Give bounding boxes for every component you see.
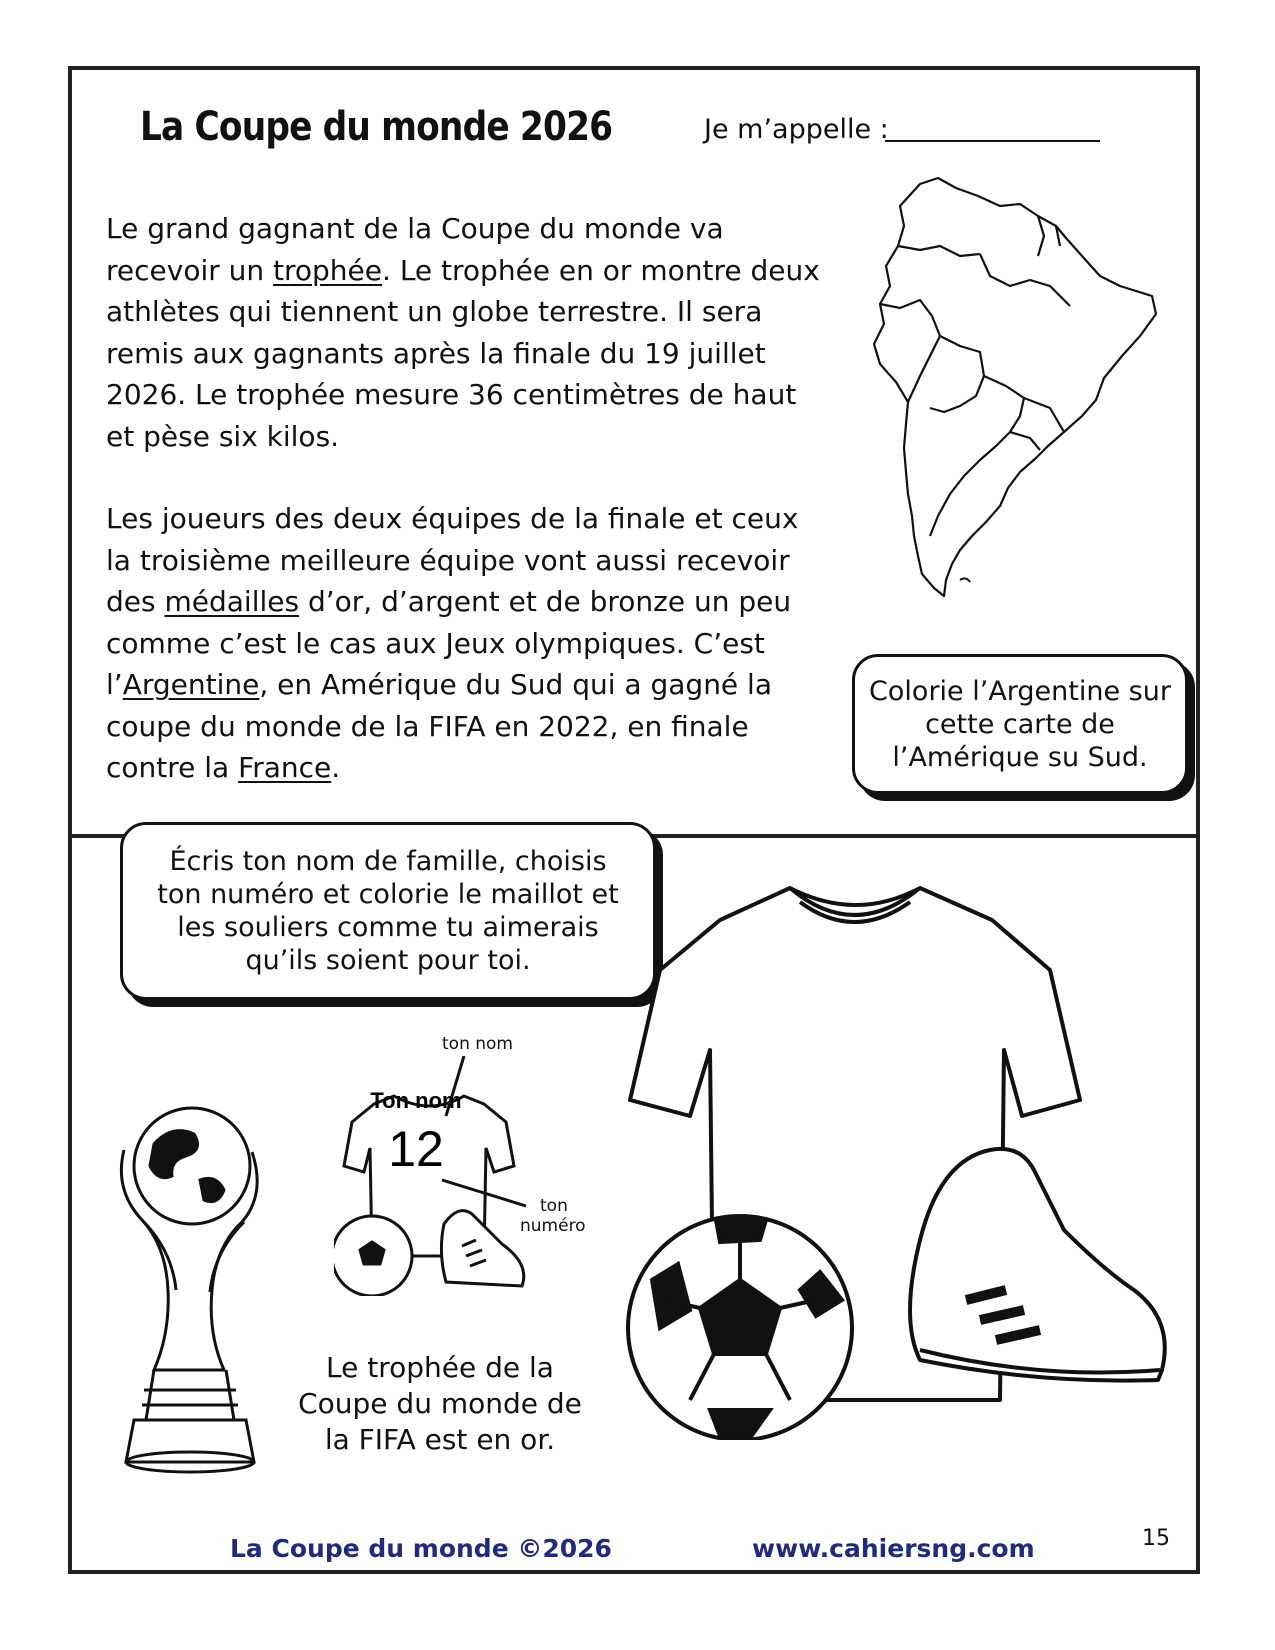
name-label: Je m’appelle :	[704, 114, 889, 145]
trophy-caption: Le trophée de la Coupe du monde de la FIFA est en or.	[298, 1351, 582, 1456]
jersey-instruction-bubble	[120, 822, 656, 1000]
map-instruction-bubble	[852, 654, 1188, 794]
link-argentine: Argentine	[122, 668, 260, 701]
label-ton: ton	[540, 1196, 568, 1216]
south-america-map[interactable]	[860, 176, 1180, 616]
paragraph-medals: Les joueurs des deux équipes de la finale et ceux la troisième meilleure équipe vont aussi recevoir des médailles d’or, d’argent et de bronze un peu comme c’est le cas aux Jeux olympiques. C’est l’Argentine, en Amérique du Sud qui a gagné la coupe du monde de la FIFA en 2022, en finale contre la France.	[106, 502, 799, 784]
footer-title: La Coupe du monde ©2026	[230, 1534, 612, 1563]
map-instruction-text: Colorie l’Argentine sur cette carte de l’Amérique su Sud.	[869, 675, 1171, 773]
jersey-instruction-text: Écris ton nom de famille, choisis ton numéro et colorie le maillot et les souliers comme tu aimerais qu’ils soient pour toi.	[157, 846, 619, 976]
link-trophee: trophée	[273, 253, 383, 287]
page-number: 15	[1142, 1526, 1170, 1551]
example-jersey-illustration[interactable]	[334, 1056, 544, 1296]
link-medailles: médailles	[164, 585, 300, 618]
link-france: France	[238, 751, 332, 784]
paragraph-trophy: Le grand gagnant de la Coupe du monde va recevoir un trophée. Le trophée en or montre deux athlètes qui tiennent un globe terrestre. Il sera remis aux gagnants après la finale du 19 juillet 2026. Le trophée mesure 36 centimètres de haut et pèse six kilos.	[106, 212, 820, 453]
example-shirt-name: Ton nom	[370, 1088, 462, 1113]
example-shirt-number: 12	[388, 1121, 444, 1177]
page-title: La Coupe du monde 2026	[140, 104, 613, 150]
name-write-line[interactable]	[885, 140, 1100, 142]
label-numero: numéro	[520, 1216, 586, 1236]
trophy-icon[interactable]	[104, 1090, 274, 1480]
label-ton-nom: ton nom	[442, 1034, 513, 1054]
large-jersey-illustration[interactable]	[620, 880, 1180, 1440]
footer-website[interactable]: www.cahiersng.com	[752, 1534, 1035, 1563]
